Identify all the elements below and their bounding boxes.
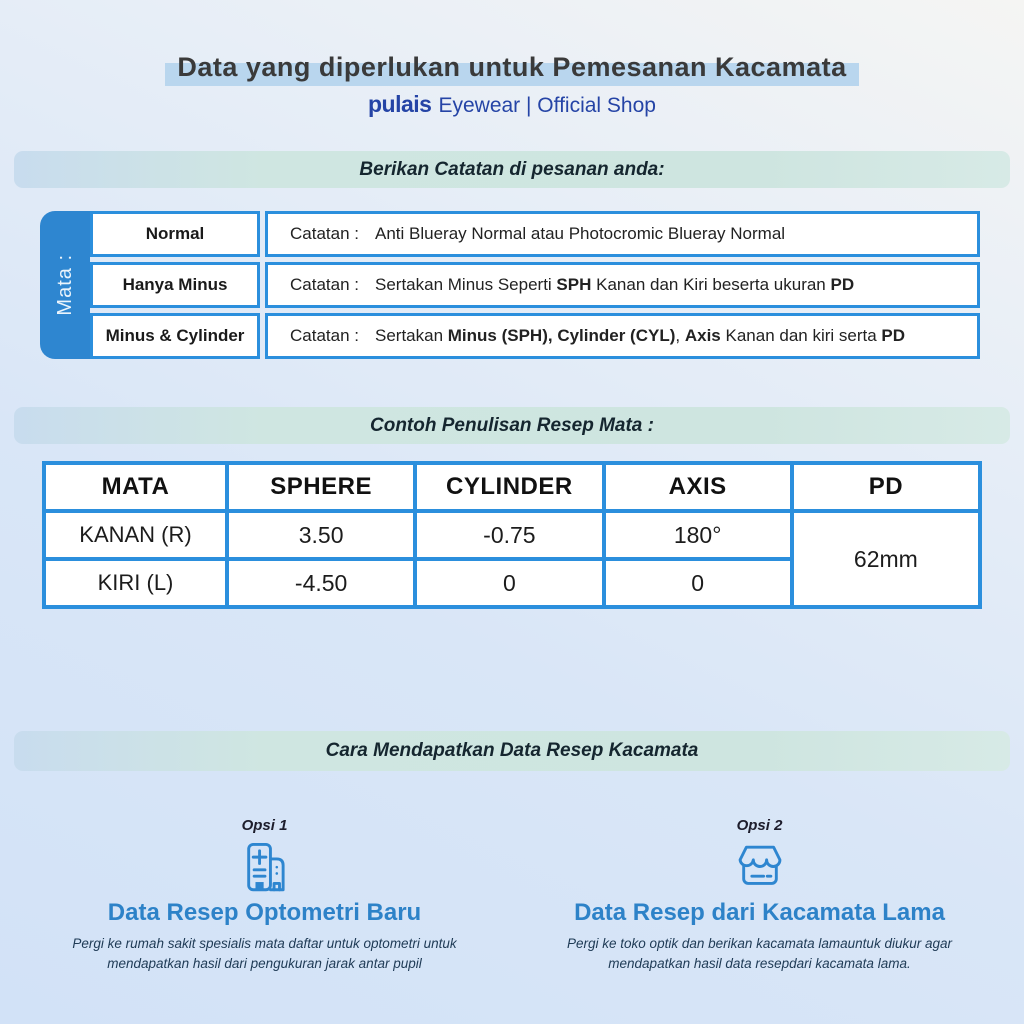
option-1-description: Pergi ke rumah sakit spesialis mata daftar untuk optometri untuk mendapatkan hasil dari pengukuran jarak antar pupil [72, 936, 457, 972]
note-row-text [265, 262, 980, 308]
hospital-icon [45, 839, 485, 897]
col-header-pd: PD [792, 463, 980, 511]
banner-notes: Berikan Catatan di pesanan anda: [14, 151, 1010, 188]
notes-table [40, 211, 980, 359]
option-2-description: Pergi ke toko optik dan berikan kacamata lamauntuk diukur agar mendapatkan hasil data resepdari kacamata lama. [567, 936, 952, 972]
note-text: Sertakan Minus Seperti SPH Kanan dan Kiri beserta ukuran PD [375, 275, 855, 294]
prescription-table [42, 461, 982, 609]
note-prefix: Catatan : [290, 326, 359, 345]
banner-example: Contoh Penulisan Resep Mata : [14, 407, 1010, 444]
note-row-label: Minus & Cylinder [90, 313, 260, 359]
cell-sphere-kiri: -4.50 [227, 559, 415, 607]
cell-axis-kanan: 180° [604, 511, 792, 559]
howto-options [0, 817, 1024, 975]
cell-pd: 62mm [792, 511, 980, 607]
col-header-sphere: SPHERE [227, 463, 415, 511]
brand-suffix: Eyewear | Official Shop [438, 94, 656, 117]
option-2-tag: Opsi 2 [736, 817, 783, 834]
cell-mata-kiri: KIRI (L) [44, 559, 227, 607]
cell-cylinder-kanan: -0.75 [415, 511, 603, 559]
col-header-cylinder: CYLINDER [415, 463, 603, 511]
note-row-text [265, 313, 980, 359]
cell-axis-kiri: 0 [604, 559, 792, 607]
col-header-axis: AXIS [604, 463, 792, 511]
mata-side-tab [40, 211, 90, 359]
cell-sphere-kanan: 3.50 [227, 511, 415, 559]
note-row-label: Normal [90, 211, 260, 257]
col-header-mata: MATA [44, 463, 227, 511]
option-1-title: Data Resep Optometri Baru [107, 899, 422, 926]
note-row-label: Hanya Minus [90, 262, 260, 308]
note-row-text [265, 211, 980, 257]
option-2-title: Data Resep dari Kacamata Lama [574, 899, 945, 926]
brand-logo: pulais [368, 91, 432, 117]
store-icon [540, 839, 980, 897]
brand-line [0, 91, 1024, 118]
note-text: Anti Blueray Normal atau Photocromic Blueray Normal [375, 224, 786, 243]
cell-cylinder-kiri: 0 [415, 559, 603, 607]
table-row [44, 511, 980, 559]
option-1 [45, 817, 485, 975]
note-text: Sertakan Minus (SPH), Cylinder (CYL), Axis Kanan dan kiri serta PD [375, 326, 906, 345]
option-2 [540, 817, 980, 975]
banner-howto: Cara Mendapatkan Data Resep Kacamata [14, 731, 1010, 771]
table-header-row [44, 463, 980, 511]
cell-mata-kanan: KANAN (R) [44, 511, 227, 559]
page-title: Data yang diperlukan untuk Pemesanan Kacamata [165, 52, 858, 86]
note-prefix: Catatan : [290, 224, 359, 243]
header [0, 0, 1024, 118]
mata-side-label: Mata : [53, 254, 76, 316]
note-prefix: Catatan : [290, 275, 359, 294]
notes-grid [90, 211, 980, 359]
option-1-tag: Opsi 1 [241, 817, 288, 834]
